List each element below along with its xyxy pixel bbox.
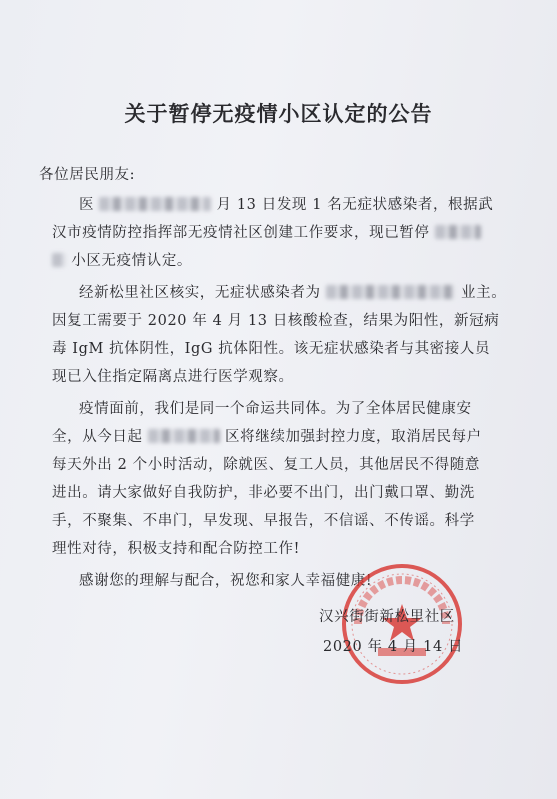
p1-line3 bbox=[52, 249, 192, 270]
p2-line1-start: 经新松里社区核实，无症状感染者为 bbox=[79, 285, 321, 301]
p1-line2-text: 汉市疫情防控指挥部无疫情社区创建工作要求，现已暂停 bbox=[52, 225, 430, 241]
redacted-region bbox=[435, 225, 481, 239]
notice-title: 关于暂停无疫情小区认定的公告 bbox=[124, 101, 433, 126]
greeting: 各位居民朋友: bbox=[39, 167, 136, 183]
p3-line2-start: 全，从今日起 bbox=[52, 429, 143, 445]
p3-line2 bbox=[52, 425, 482, 446]
issuing-organization: 汉兴街街新松里社区 bbox=[319, 609, 455, 625]
p3-line3: 每天外出 2 个小时活动，除就医、复工人员，其他居民不得随意 bbox=[52, 457, 480, 473]
p3-line1: 疫情面前，我们是同一个命运共同体。为了全体居民健康安 bbox=[79, 401, 472, 417]
p2-line3: 毒 IgM 抗体阴性，IgG 抗体阳性。该无症状感染者与其密接人员 bbox=[52, 341, 491, 357]
p3-line5: 手，不聚集、不串门，早发现、早报告，不信谣、不传谣。科学 bbox=[52, 513, 475, 529]
p3-line4: 进出。请大家做好自我防护，非必要不出门，出门戴口罩、勤洗 bbox=[52, 485, 475, 501]
p3-line2-end: 区将继续加强封控力度，取消居民每户 bbox=[225, 429, 482, 445]
p2-line1 bbox=[79, 281, 506, 302]
issue-date: 2020 年 4 月 14 日 bbox=[323, 639, 464, 655]
p1-line3-text: 小区无疫情认定。 bbox=[71, 253, 193, 269]
p1-line2 bbox=[52, 221, 481, 242]
p2-line2: 因复工需要于 2020 年 4 月 13 日核酸检查，结果为阳性，新冠病 bbox=[52, 313, 500, 329]
p1-line1-start: 医 bbox=[79, 197, 95, 213]
redacted-region bbox=[148, 429, 220, 443]
p2-line1-end: 业主。 bbox=[461, 285, 507, 301]
redacted-region bbox=[99, 197, 211, 211]
redacted-region bbox=[52, 253, 66, 267]
closing-line: 感谢您的理解与配合，祝您和家人幸福健康! bbox=[79, 573, 373, 589]
p1-line1 bbox=[79, 193, 493, 214]
p2-line4: 现已入住指定隔离点进行医学观察。 bbox=[52, 369, 294, 385]
redacted-region bbox=[326, 285, 456, 299]
p1-line1-end: 月 13 日发现 1 名无症状感染者，根据武 bbox=[216, 197, 494, 213]
p3-line6: 理性对待，积极支持和配合防控工作! bbox=[52, 541, 301, 557]
